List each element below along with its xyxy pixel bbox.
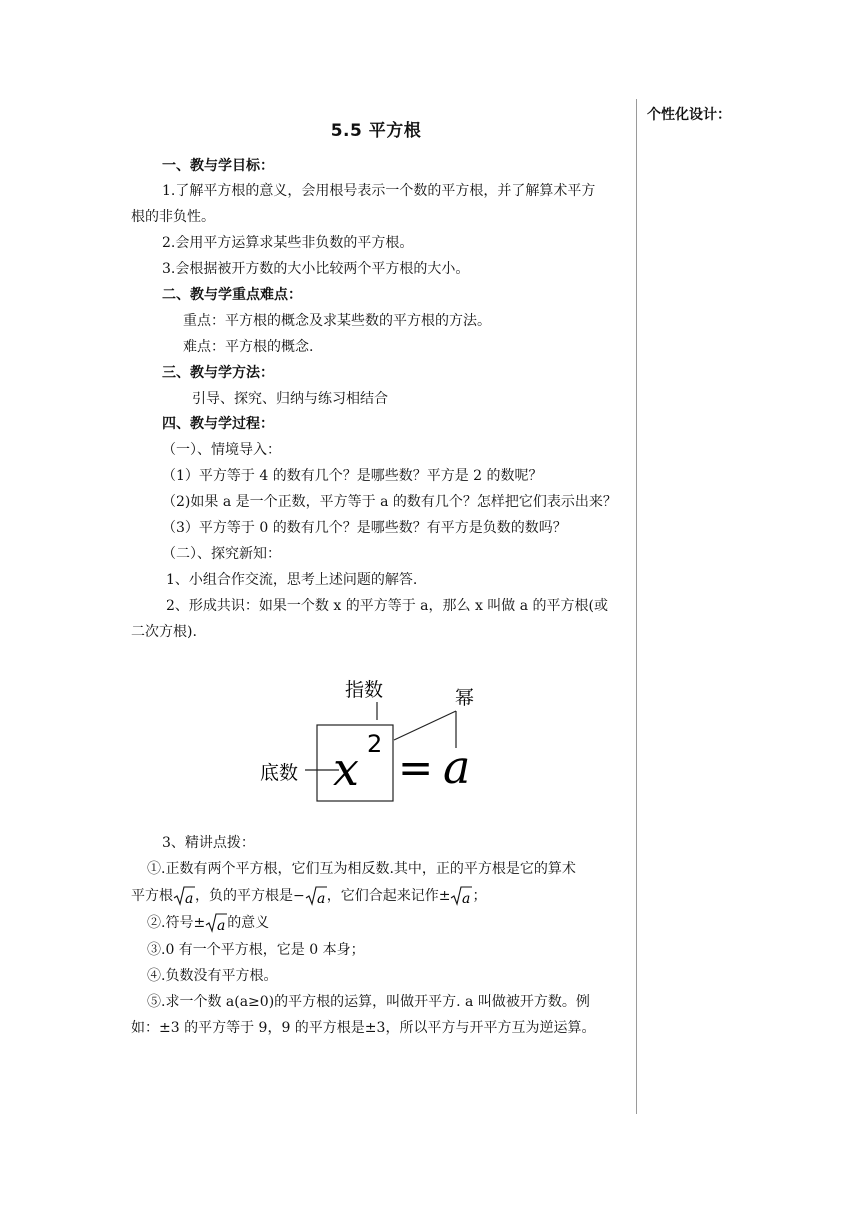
point-1-text-b: ，负的平方根是 [195,888,293,904]
key-point: 重点：平方根的概念及求某些数的平方根的方法。 [183,313,491,329]
plus-minus-sign: ± [438,888,451,904]
equals-sign: = [398,743,434,792]
heading-methods: 三、教与学方法： [162,365,274,381]
goal-1-line-2: 根的非负性。 [131,209,215,225]
point-1-line-1: ①.正数有两个平方根，它们互为相反数.其中，正的平方根是它的算术 [147,861,576,877]
minus-sign: − [293,888,305,904]
explore-2-line-2: 二次方根). [131,624,197,640]
sqrt-a-4 [205,912,227,934]
goal-3: 3.会根据被开方数的大小比较两个平方根的大小。 [162,261,470,277]
methods-text: 引导、探究、归纳与练习相结合 [192,391,388,407]
question-1: （1）平方等于 4 的数有几个？是哪些数？平方是 2 的数呢？ [162,468,543,484]
point-1-text-c: ，它们合起来记作 [326,888,439,904]
goal-1-line-1: 1.了解平方根的意义，会用根号表示一个数的平方根，并了解算术平方 [162,183,596,199]
power-diagram [255,668,495,808]
explore-2-line-1: 2、形成共识：如果一个数 x 的平方等于 a，那么 x 叫做 a 的平方根(或 [166,598,609,614]
point-5-line-1: ⑤.求一个数 a(a≥0)的平方根的运算，叫做开平方. a 叫做被开方数。例 [147,994,590,1010]
point-2-text-a: ②.符号 [147,915,194,931]
heading-goals: 一、教与学目标： [162,158,274,174]
heading-process: 四、教与学过程： [162,416,274,432]
section-intro: （一）、情境导入： [162,442,281,458]
question-2: （2)如果 a 是一个正数，平方等于 a 的数有几个？怎样把它们表示出来？ [162,494,617,510]
sqrt-a-2 [305,885,327,907]
svg-text:a: a [185,891,194,907]
explore-1: 1、小组合作交流，思考上述问题的解答. [166,572,418,588]
base-variable: x [333,742,359,796]
section-explain: 3、精讲点拨： [162,835,255,851]
page-title: 5.5 平方根 [330,121,422,141]
svg-text:a: a [217,918,226,934]
label-power: 幂 [455,687,475,709]
point-2 [147,911,269,935]
svg-text:a: a [316,891,326,907]
point-1-text-d: ； [472,888,487,904]
heading-key-points: 二、教与学重点难点： [162,287,302,303]
point-1-text-a: 平方根 [131,888,173,904]
power-pointer-left [394,711,456,740]
difficult-point: 难点：平方根的概念. [183,339,314,355]
sidebar-title: 个性化设计： [647,107,731,123]
section-explore: （二）、探究新知： [162,546,281,562]
result-variable: a [443,740,471,794]
svg-text:a: a [462,891,471,907]
exponent-value: 2 [367,730,383,758]
sqrt-a-1 [173,885,195,907]
point-1-line-2 [131,884,486,908]
point-3: ③.0 有一个平方根，它是 0 本身； [147,942,365,958]
column-divider [636,99,637,1114]
goal-2: 2.会用平方运算求某些非负数的平方根。 [162,235,414,251]
sqrt-a-3 [450,885,472,907]
label-base: 底数 [260,762,299,784]
point-2-text-b: 的意义 [227,915,270,931]
point-5-line-2: 如：±3 的平方等于 9，9 的平方根是±3，所以平方与开平方互为逆运算。 [131,1020,596,1036]
label-exponent: 指数 [345,679,384,701]
point-4: ④.负数没有平方根。 [147,968,278,984]
question-3: （3）平方等于 0 的数有几个？是哪些数？有平方是负数的数吗？ [162,520,567,536]
plus-minus-sign-2: ± [193,915,206,931]
